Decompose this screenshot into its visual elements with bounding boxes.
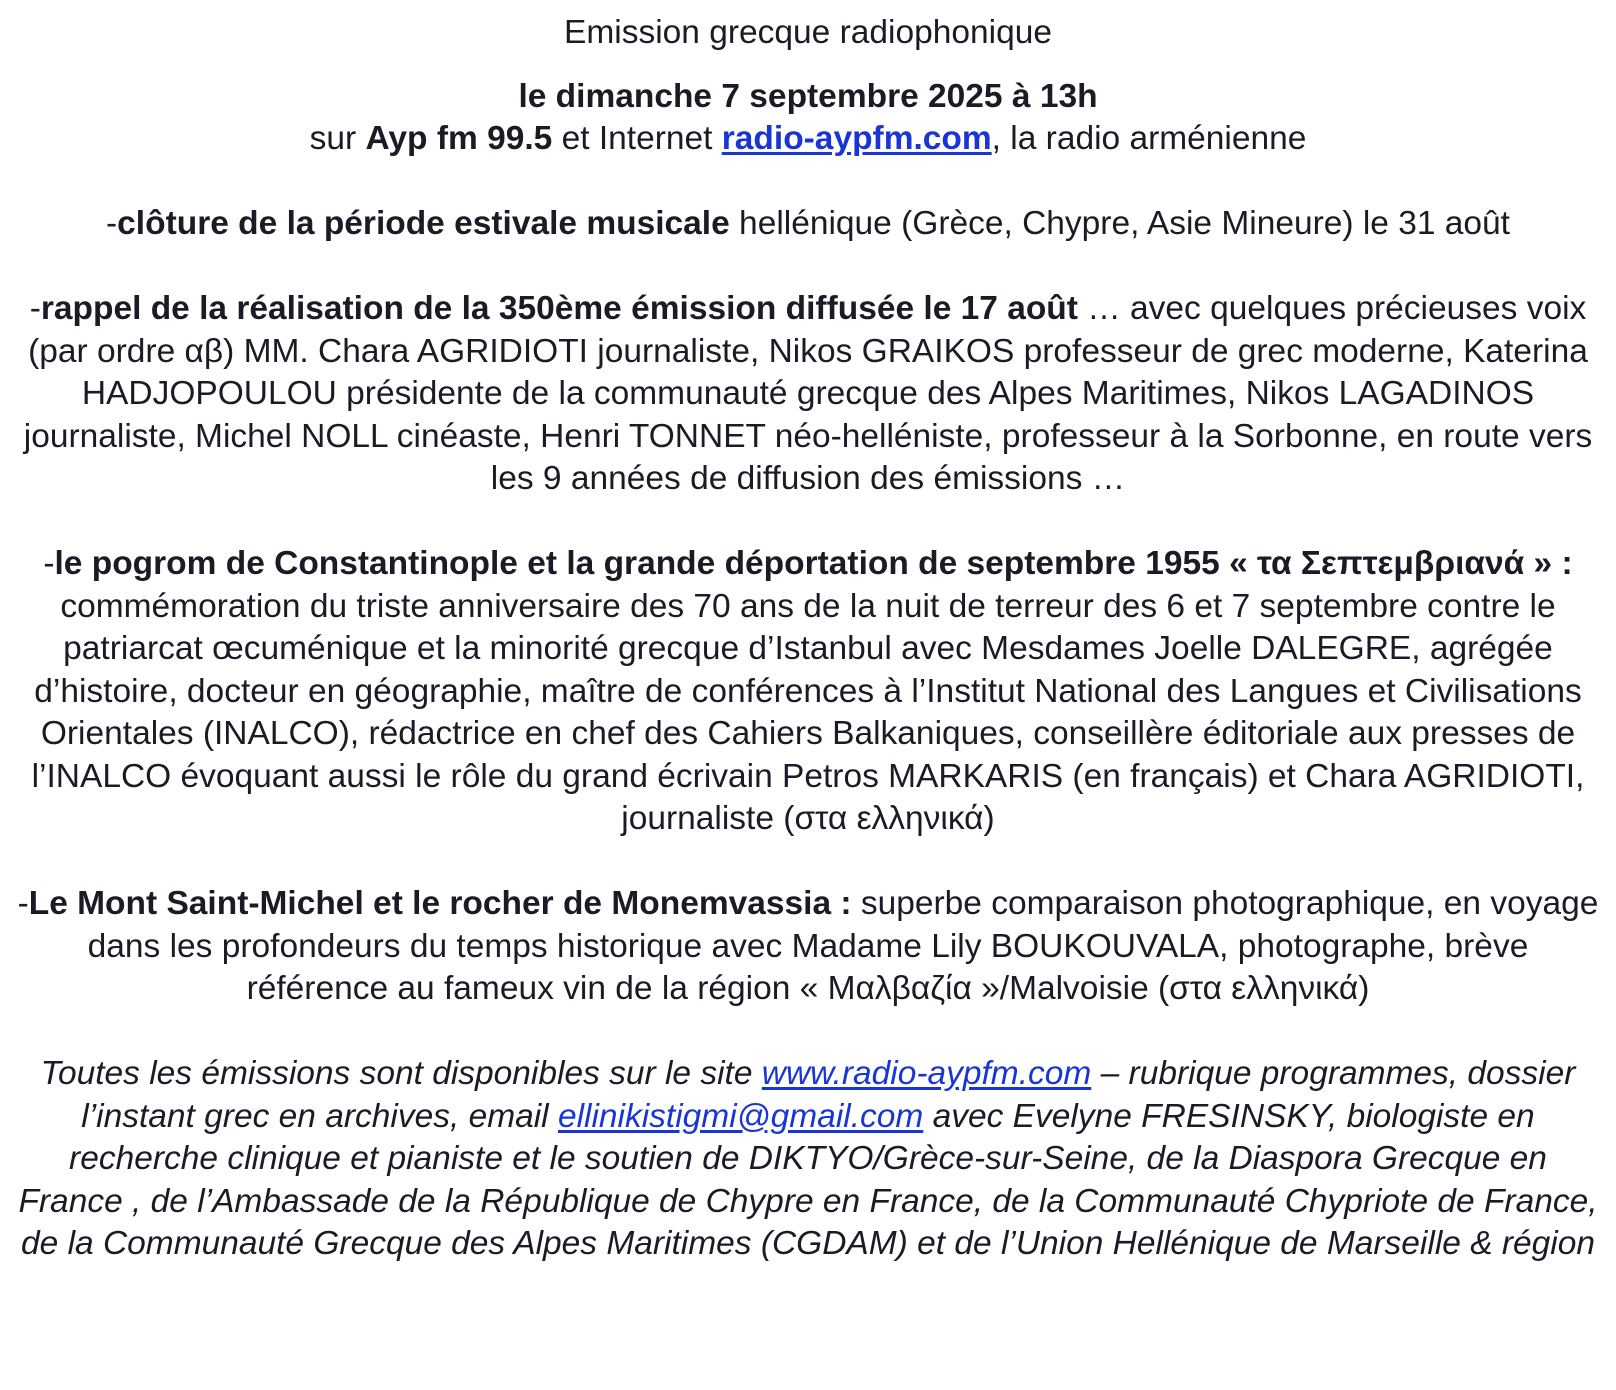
item-text: hellénique (Grèce, Chypre, Asie Mineure) le 31 août (729, 205, 1510, 242)
footer-text: – rubrique programmes, dossier l’instant grec en archives, email (81, 1055, 1576, 1135)
station-line (14, 118, 1602, 161)
spacer (14, 55, 1602, 76)
date-line: le dimanche 7 septembre 2025 à 13h (518, 77, 1098, 115)
spacer (14, 501, 1602, 544)
spacer (14, 246, 1602, 289)
program-item-closing-season (14, 203, 1602, 246)
website-link[interactable]: www.radio-aypfm.com (761, 1055, 1092, 1092)
item-dash: - (43, 545, 55, 582)
footer-note (14, 1053, 1602, 1266)
item-heading: Le Mont Saint-Michel et le rocher de Monemvassia : (28, 885, 852, 922)
station-suffix: , la radio arménienne (991, 120, 1307, 157)
station-prefix: sur (309, 120, 366, 157)
footer-text: Toutes les émissions sont disponibles sur le site (40, 1055, 762, 1092)
item-text: superbe comparaison photographique, en voyage dans les profondeurs du temps historique avec Madame Lily BOUKOUVALA, photographe, brève référence au fameux vin de la région « Μαλβαζία »/Malvoisie (στα ελληνικά) (87, 885, 1599, 1007)
radio-website-link[interactable]: radio-aypfm.com (721, 120, 992, 157)
document-title: Emission grecque radiophonique (564, 14, 1052, 51)
item-dash: - (29, 290, 41, 327)
spacer (14, 841, 1602, 884)
item-text: commémoration du triste anniversaire des 70 ans de la nuit de terreur des 6 et 7 septembre contre le patriarcat œcuménique et la minorité grecque d’Istanbul avec Mesdames Joelle DALEGRE, agrégée d’histoire, docteur en géographie, maître de conférences à l’Institut National des Langues et Civilisations Orientales (INALCO), rédactrice en chef des Cahiers Balkaniques, conseillère éditoriale aux presses de l’INALCO évoquant aussi le rôle du grand écrivain Petros MARKARIS (en français) et Chara AGRIDIOTI, journaliste (στα ελληνικά) (31, 587, 1585, 837)
program-item-mont-saint-michel (14, 883, 1602, 1011)
footer-text: avec Evelyne FRESINSKY, biologiste en recherche clinique et pianiste et le soutien de DIKTYO/Grèce-sur-Seine, de la Diaspora Grecque en France , de l’Ambassade de la République de Chypre en France, de la Communauté Chypriote de France, de la Communauté Grecque des Alpes Maritimes (CGDAM) et de l’Union Hellénique de Marseille & région (18, 1097, 1598, 1262)
station-name: Ayp fm 99.5 (365, 120, 553, 157)
item-heading: clôture de la période estivale musicale (117, 205, 730, 242)
email-link[interactable]: ellinikistigmi@gmail.com (557, 1097, 924, 1135)
spacer (14, 1011, 1602, 1054)
item-heading: rappel de la réalisation de la 350ème émission diffusée le 17 août (40, 290, 1078, 327)
item-dash: - (17, 885, 29, 922)
item-dash: - (106, 205, 118, 242)
broadcast-date (14, 76, 1602, 119)
program-item-350th-episode (14, 288, 1602, 501)
program-item-pogrom (14, 543, 1602, 841)
item-heading: le pogrom de Constantinople et la grande déportation de septembre 1955 « τα Σεπτεμβριανά » : (54, 545, 1573, 582)
item-text: … avec quelques précieuses voix (par ordre αβ) MM. Chara AGRIDIOTI journaliste, Nikos GRAIKOS professeur de grec moderne, Katerina HADJOPOULOU présidente de la communauté grecque des Alpes Maritimes, Nikos LAGADINOS journaliste, Michel NOLL cinéaste, Henri TONNET néo-helléniste, professeur à la Sorbonne, en route vers les 9 années de diffusion des émissions … (23, 290, 1593, 497)
spacer (14, 161, 1602, 204)
station-mid: et Internet (552, 120, 722, 157)
